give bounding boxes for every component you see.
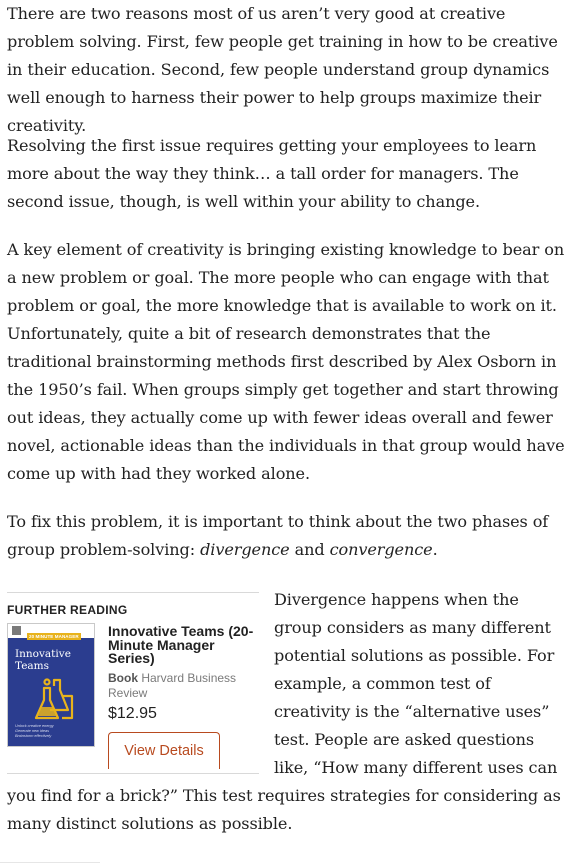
article-paragraph-4 — [7, 508, 567, 564]
cover-title-line-1: Innovative — [15, 648, 71, 660]
further-reading-label: FURTHER READING — [7, 603, 128, 617]
hbr-logo-icon — [12, 626, 21, 635]
paragraph-4-text: To fix this problem, it is important to think about the two phases of group problem-solving: — [7, 512, 549, 559]
cover-subtitle-line-2: Generate new ideas — [15, 729, 49, 733]
article-paragraph-2: Resolving the first issue requires getting your employees to learn more about the way they think… a tall order for managers. The second issue, though, is well within your ability to change. — [7, 136, 537, 211]
book-type: Book — [108, 671, 138, 685]
cover-subtitle-line-1: Unlock creative energy — [15, 724, 54, 728]
cover-subtitle — [15, 724, 54, 739]
cover-title-line-2: Teams — [15, 660, 50, 672]
cover-series-badge: 20 MINUTE MANAGER — [29, 634, 79, 639]
book-meta — [108, 671, 258, 701]
book-publisher: Harvard Business Review — [108, 671, 237, 700]
lab-flask-icon — [30, 676, 76, 720]
view-details-button[interactable]: View Details — [108, 732, 220, 769]
cover-subtitle-line-3: Brainstorm effectively — [15, 734, 52, 738]
cover-title — [15, 648, 71, 672]
book-title-link[interactable]: Innovative Teams (20-Minute Manager Series) — [108, 623, 254, 666]
book-price: $12.95 — [108, 705, 157, 722]
emphasis-convergence: convergence — [329, 540, 433, 559]
paragraph-5-text: Divergence happens when the group considers as many different potential solutions as possible. For example, a common test of creativity is the “alternative uses” test. People are asked questions like, “How many different uses can you find for a brick?” This test requires strategies for considering as many distinct solutions as possible. — [7, 590, 561, 833]
paragraph-4-end: . — [432, 540, 438, 559]
emphasis-divergence: divergence — [200, 540, 290, 559]
paragraph-4-and: and — [289, 540, 330, 559]
further-reading-box — [7, 592, 259, 774]
article-paragraph-1: There are two reasons most of us aren’t very good at creative problem solving. First, few people get training in how to be creative in their education. Second, few people understand group dynamics well enough to harness their power to help groups maximize their creativity. — [7, 4, 558, 135]
article-paragraph-3: A key element of creativity is bringing existing knowledge to bear on a new problem or goal. The more people who can engage with that problem or goal, the more knowledge that is available to work on it. Unfortunately, quite a bit of research demonstrates that the traditional brainstorming methods first described by Alex Osborn in the 1950’s fail. When groups simply get together and start throwing out ideas, they actually come up with fewer ideas overall and fewer novel, actionable ideas than the individuals in that group would have come up with had they worked alone. — [7, 240, 565, 483]
book-cover-image[interactable] — [7, 623, 95, 747]
